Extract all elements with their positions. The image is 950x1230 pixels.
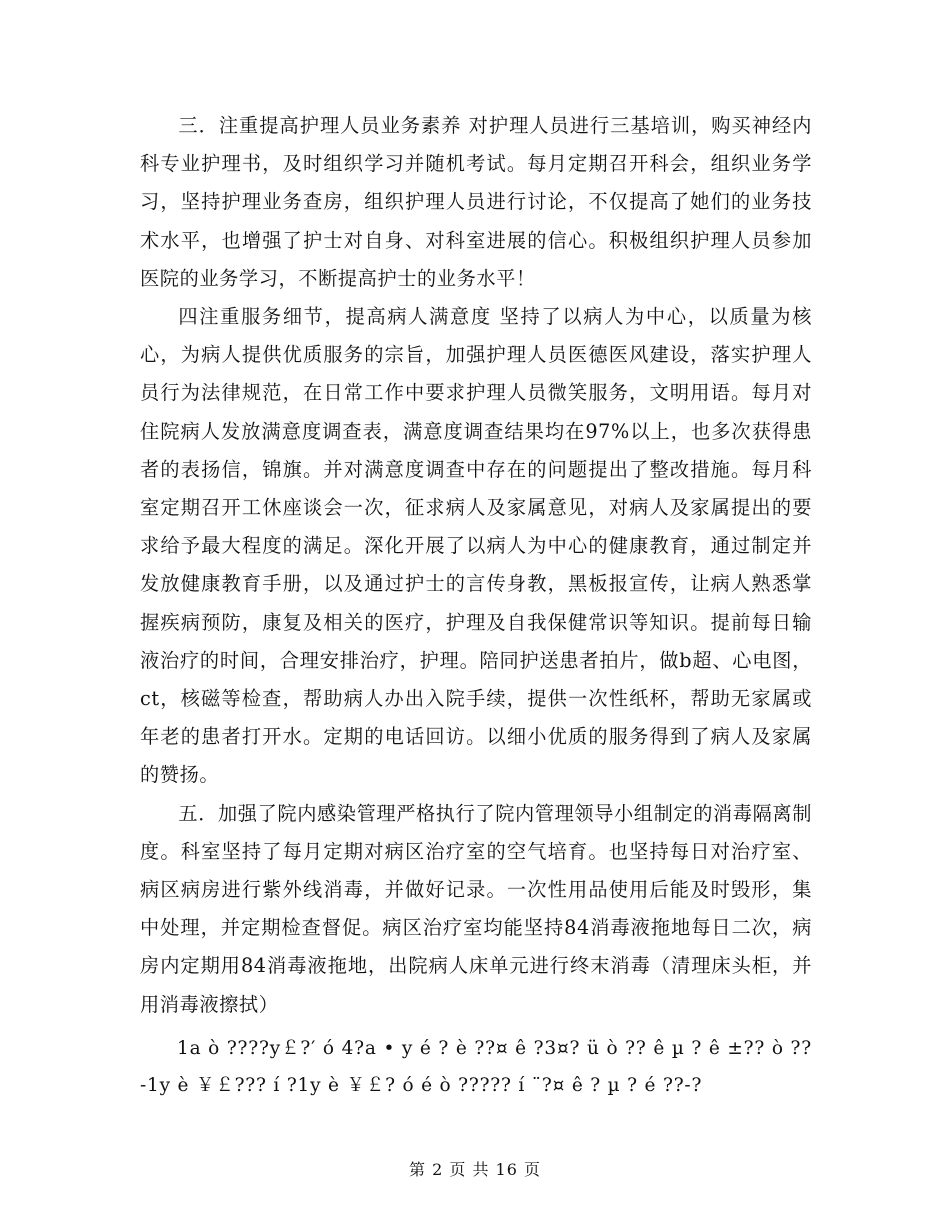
paragraph-garbled-text: 1a ò ????y￡?′ ó 4?a • y é ? è ??¤ ê ?3¤? ü ò ?? ê µ ? ê ±?? ò ??-1y è ￥￡??? í ?1y è ￥￡? ó é ò ????? í ¨?¤ ê ? µ ? é ??-? bbox=[140, 1037, 812, 1096]
paragraph-infection-control: 五．加强了院内感染管理严格执行了院内管理领导小组制定的消毒隔离制度。科室坚持了每月定期对病区治疗室的空气培育。也坚持每日对治疗室、病区病房进行紫外线消毒，并做好记录。一次性用品使用后能及时毁形，集中处理，并定期检查督促。病区治疗室均能坚持84消毒液拖地每日二次，病房内定期用84消毒液拖地，出院病人床单元进行终末消毒（清理床头柜，并用消毒液擦拭） bbox=[140, 801, 812, 1016]
body-text bbox=[140, 107, 812, 1104]
paragraph-service-details: 四注重服务细节，提高病人满意度 坚持了以病人为中心，以质量为核心，为病人提供优质服务的宗旨，加强护理人员医德医风建设，落实护理人员行为法律规范，在日常工作中要求护理人员微笑服务，文明用语。每月对住院病人发放满意度调查表，满意度调查结果均在97%以上，也多次获得患者的表扬信，锦旗。并对满意度调查中存在的问题提出了整改措施。每月科室定期召开工休座谈会一次，征求病人及家属意见，对病人及家属提出的要求给予最大程度的满足。深化开展了以病人为中心的健康教育，通过制定并发放健康教育手册，以及通过护士的言传身教，黑板报宣传，让病人熟悉掌握疾病预防，康复及相关的医疗，护理及自我保健常识等知识。提前每日输液治疗的时间，合理安排治疗，护理。陪同护送患者拍片，做b超、心电图，ct，核磁等检查，帮助病人办出入院手续，提供一次性纸杯，帮助无家属或年老的患者打开水。定期的电话回访。以细小优质的服务得到了病人及家属的赞扬。 bbox=[140, 305, 812, 787]
page-footer: 第 2 页 共 16 页 bbox=[409, 1160, 541, 1179]
paragraph-nursing-training: 三．注重提高护理人员业务素养 对护理人员进行三基培训，购买神经内科专业护理书，及时组织学习并随机考试。每月定期召开科会，组织业务学习，坚持护理业务查房，组织护理人员进行讨论，不仅提高了她们的业务技术水平，也增强了护士对自身、对科室进展的信心。积极组织护理人员参加医院的业务学习，不断提高护士的业务水平！ bbox=[140, 114, 812, 290]
